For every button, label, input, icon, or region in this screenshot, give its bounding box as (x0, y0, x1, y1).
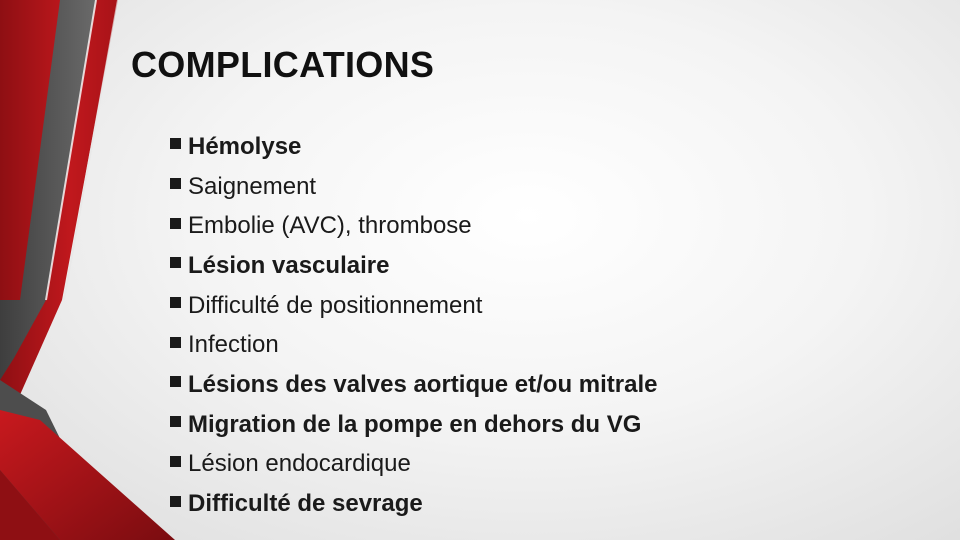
slide-title: COMPLICATIONS (131, 44, 435, 85)
bullet-item (170, 127, 658, 167)
bullet-text: Lésion endocardique (188, 450, 411, 478)
bullet-item (170, 325, 658, 365)
bullet-text: Infection (188, 331, 279, 359)
bullet-text: Difficulté de positionnement (188, 291, 483, 319)
bullet-item (170, 286, 658, 326)
bullet-item (170, 405, 658, 445)
square-bullet-icon (170, 456, 181, 467)
bullet-item (170, 246, 658, 286)
bullet-text: Saignement (188, 172, 317, 200)
bullet-text: Hémolyse (188, 132, 302, 160)
square-bullet-icon (170, 178, 181, 189)
bullet-text: Lésions des valves aortique et/ou mitrale (188, 370, 658, 398)
bullet-text: Lésion vasculaire (188, 251, 390, 279)
square-bullet-icon (170, 257, 181, 268)
bullet-item (170, 365, 658, 405)
square-bullet-icon (170, 138, 181, 149)
bullet-item (170, 167, 658, 207)
bullet-item (170, 445, 658, 485)
square-bullet-icon (170, 416, 181, 427)
bullet-text: Migration de la pompe en dehors du VG (188, 410, 642, 438)
bullet-list (170, 127, 658, 524)
square-bullet-icon (170, 218, 181, 229)
bullet-item (170, 484, 658, 524)
square-bullet-icon (170, 496, 181, 507)
bullet-text: Embolie (AVC), thrombose (188, 212, 472, 240)
square-bullet-icon (170, 297, 181, 308)
bullet-text: Difficulté de sevrage (188, 490, 423, 518)
bullet-item (170, 206, 658, 246)
square-bullet-icon (170, 376, 181, 387)
square-bullet-icon (170, 337, 181, 348)
